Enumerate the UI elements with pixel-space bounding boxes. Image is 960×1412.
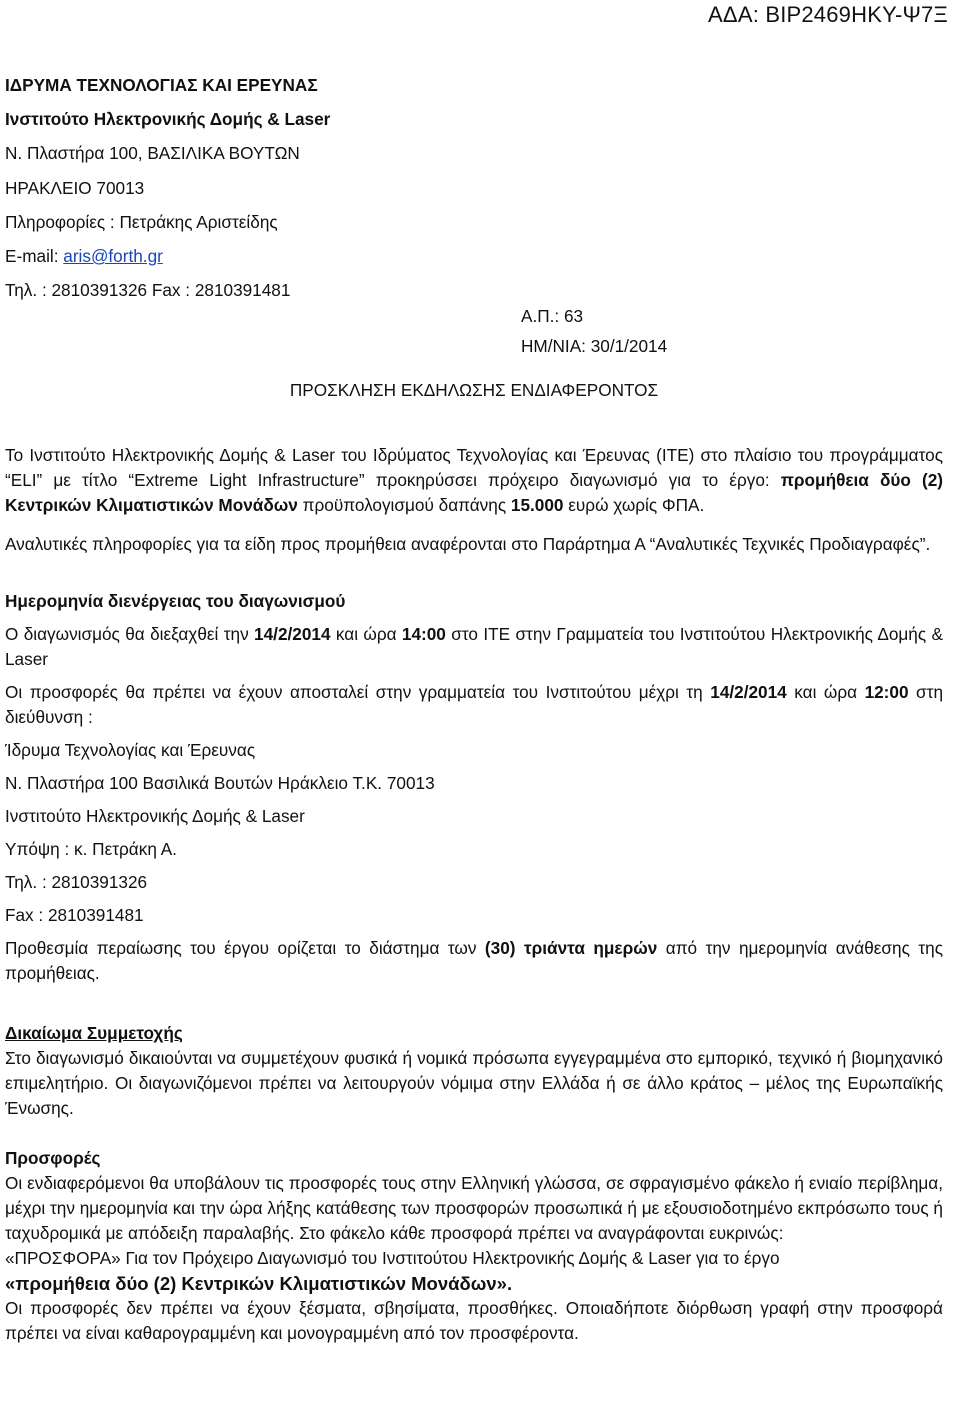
protocol-number: Α.Π.: 63: [521, 306, 584, 326]
sender-header: [5, 68, 330, 307]
address-line: Τηλ. : 2810391326: [5, 872, 148, 892]
intro-paragraph: [5, 443, 943, 518]
envelope-label: «ΠΡΟΣΦΟΡΑ» Για τον Πρόχειρο Διαγωνισμό του Ινστιτούτου Ηλεκτρονικής Δομής & Laser για το έργο: [5, 1248, 780, 1268]
text: στο ΙΤΕ στην Γραμματεία του Ινστιτούτου Ηλεκτρονικής Δομής & Laser: [5, 624, 943, 669]
email-label: E-mail:: [5, 246, 64, 267]
document-body: [5, 443, 943, 1346]
text: Οι προσφορές θα πρέπει να έχουν αποσταλεί στην γραμματεία του Ινστιτούτου μέχρι τη: [5, 682, 711, 702]
eligibility-text: Στο διαγωνισμό δικαιούνται να συμμετέχουν φυσικά ή νομικά πρόσωπα εγγεγραμμένα στο εμπορικό, τεχνικό ή βιομηχανικό επιμελητήριο. Οι διαγωνιζόμενοι πρέπει να λειτουργούν νόμιμα στην Ελλάδα ή σε άλλο κράτος – μέλος της Ευρωπαϊκής Ένωσης.: [5, 1048, 943, 1118]
phone-fax: Τηλ. : 2810391326 Fax : 2810391481: [5, 280, 291, 301]
protocol-date: ΗΜ/ΝΙΑ: 30/1/2014: [521, 336, 668, 356]
institution-name: ΙΔΡΥΜΑ ΤΕΧΝΟΛΟΓΙΑΣ ΚΑΙ ΕΡΕΥΝΑΣ: [5, 75, 318, 95]
submission-deadline: [5, 680, 943, 730]
offers-text: Οι ενδιαφερόμενοι θα υποβάλουν τις προσφορές τους στην Ελληνική γλώσσα, σε σφραγισμένο φάκελο ή ενιαίο περίβλημα, μέχρι την ημερομηνία και την ώρα λήξης κατάθεσης των προσφορών προσωπικά ή με εξουσιοδοτημένο εκπρόσωπο τους ή ταχυδρομικά με απόδειξη παραλαβής. Στο φάκελο κάθε προσφορά πρέπει να αναγράφονται ευκρινώς:: [5, 1173, 943, 1243]
street-address: Ν. Πλαστήρα 100, ΒΑΣΙΛΙΚΑ ΒΟΥΤΩΝ: [5, 143, 300, 164]
submission-date: 14/2/2014: [710, 682, 787, 702]
text: στη διεύθυνση :: [5, 682, 944, 727]
offers-heading: Προσφορές: [5, 1148, 101, 1168]
competition-date: 14/2/2014: [254, 624, 331, 644]
address-line: Fax : 2810391481: [5, 905, 144, 925]
competition-heading: Ημερομηνία διενέργειας του διαγωνισμού: [5, 591, 346, 611]
budget-amount: 15.000: [510, 495, 564, 515]
text: από την ημερομηνία ανάθεσης της προμήθειας.: [5, 938, 943, 983]
doc-code: ΑΔΑ: ΒΙΡ2469ΗΚΥ-Ψ7Ξ: [708, 2, 948, 27]
details-note: Αναλυτικές πληροφορίες για τα είδη προς προμήθεια αναφέρονται στο Παράρτημα Α “Αναλυτικές Τεχνικές Προδιαγραφές”.: [5, 534, 931, 554]
procurement-subject: προμήθεια δύο (2) Κεντρικών Κλιματιστικών Μονάδων: [5, 470, 944, 515]
protocol-block: [521, 301, 667, 361]
envelope-subject: «προμήθεια δύο (2) Κεντρικών Κλιματιστικών Μονάδων».: [5, 1273, 513, 1294]
email-line: [5, 239, 330, 273]
completion-period: [5, 936, 943, 986]
email-link[interactable]: aris@forth.gr: [63, 246, 163, 267]
text: και ώρα: [786, 682, 865, 702]
address-line: Ν. Πλαστήρα 100 Βασιλικά Βουτών Ηράκλειο Τ.Κ. 70013: [5, 773, 435, 793]
completion-days: (30) τριάντα ημερών: [484, 938, 658, 958]
city-address: ΗΡΑΚΛΕΙΟ 70013: [5, 177, 145, 198]
address-line: Ινστιτούτο Ηλεκτρονικής Δομής & Laser: [5, 806, 305, 826]
contact-person: Πληροφορίες : Πετράκης Αριστείδης: [5, 211, 278, 232]
text: Ο διαγωνισμός θα διεξαχθεί την: [5, 624, 255, 644]
institute-name: Ινστιτούτο Ηλεκτρονικής Δομής & Laser: [5, 109, 331, 130]
address-line: Ίδρυμα Τεχνολογίας και Έρευνας: [5, 740, 256, 760]
intro-budget-text: προϋπολογισμού δαπάνης: [297, 495, 511, 515]
offers-corrections: Οι προσφορές δεν πρέπει να έχουν ξέσματα, σβησίματα, προσθήκες. Οποιαδήποτε διόρθωση γραφή στην προσφορά πρέπει να είναι καθαρογραμμένη και μονογραμμένη από τον προσφέροντα.: [5, 1298, 943, 1343]
text: και ώρα: [330, 624, 402, 644]
document-title: ΠΡΟΣΚΛΗΣΗ ΕΚΔΗΛΩΣΗΣ ΕΝΔΙΑΦΕΡΟΝΤΟΣ: [289, 380, 659, 400]
submission-time: 12:00: [864, 682, 909, 702]
competition-time: 14:00: [401, 624, 446, 644]
intro-vat-text: ευρώ χωρίς ΦΠΑ.: [563, 495, 705, 515]
eligibility-heading: Δικαίωμα Συμμετοχής: [5, 1023, 183, 1043]
text: Προθεσμία περαίωσης του έργου ορίζεται το διάστημα των: [5, 938, 485, 958]
address-line: Υπόψη : κ. Πετράκη Α.: [5, 839, 177, 859]
competition-datetime: [5, 622, 943, 672]
intro-text: Το Ινστιτούτο Ηλεκτρονικής Δομής & Laser του Ιδρύματος Τεχνολογίας και Έρευνας (ΙΤΕ) στο πλαίσιο του προγράμματος “ELI” με τίτλο “Extreme Light Infrastructure” προκηρύσσει πρόχειρο διαγωνισμό για το έργο:: [5, 445, 943, 490]
